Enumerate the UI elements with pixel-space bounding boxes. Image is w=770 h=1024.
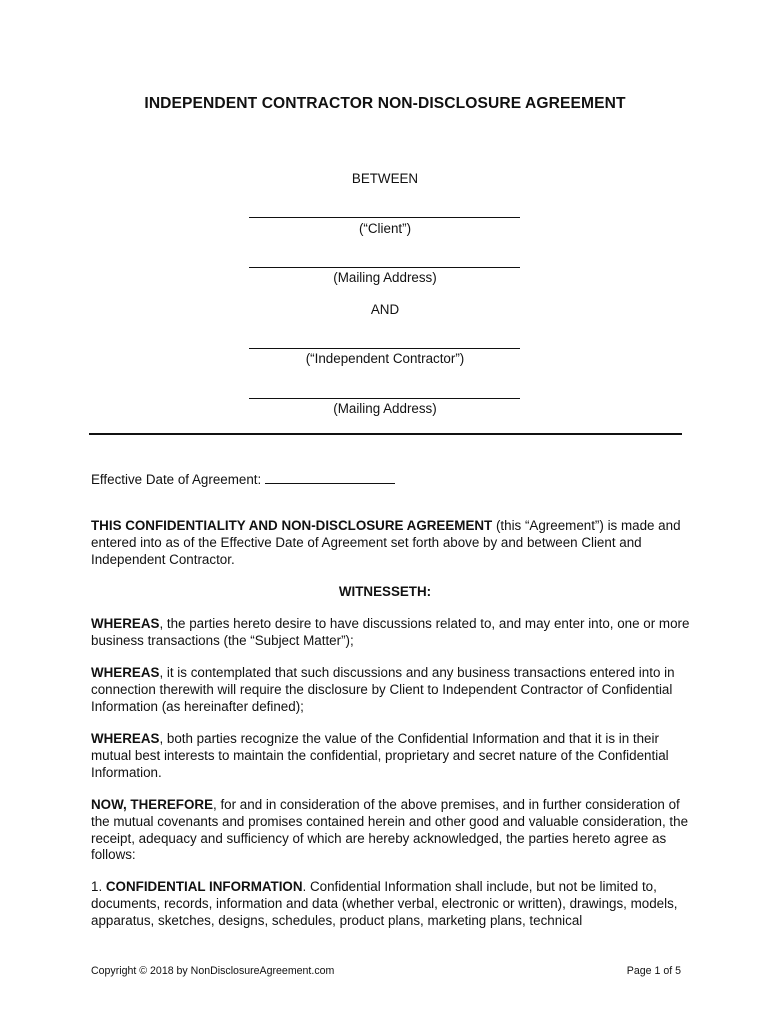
footer-copyright: Copyright © 2018 by NonDisclosureAgreement.com [91, 965, 335, 977]
whereas-2-text: , it is contemplated that such discussions and any business transactions entered into in connection therewith will require the disclosure by Client to Independent Contractor of Confidential Information (as hereinafter defined); [91, 665, 675, 714]
section-1-text: . Confidential Information shall include, but not be limited to, documents, records, information and data (whether verbal, electronic or written), drawings, models, apparatus, sketches, designs, schedules, product plans, marketing plans, technical [91, 879, 678, 928]
document-title: INDEPENDENT CONTRACTOR NON-DISCLOSURE AGREEMENT [144, 95, 626, 112]
whereas-paragraph-2 [91, 665, 691, 715]
whereas-1-text: , the parties hereto desire to have discussions related to, and may enter into, one or more business transactions (the “Subject Matter”); [91, 616, 690, 648]
client-address-label: (Mailing Address) [333, 270, 437, 285]
section-1-paragraph [91, 879, 691, 929]
section-1-heading: CONFIDENTIAL INFORMATION [105, 879, 303, 894]
effective-date-row [91, 469, 691, 489]
contractor-address-line[interactable] [249, 398, 520, 399]
effective-date-field[interactable] [265, 469, 395, 484]
effective-date-label: Effective Date of Agreement: [91, 472, 262, 487]
client-label: (“Client”) [358, 221, 412, 236]
intro-text: (this “Agreement”) is made and entered into as of the Effective Date of Agreement set forth above by and between Client and Independent Contractor. [91, 518, 681, 567]
section-1-number: 1. [91, 879, 106, 894]
whereas-paragraph-3 [91, 731, 691, 781]
between-label: BETWEEN [351, 171, 419, 186]
whereas-3-text: , both parties recognize the value of the Confidential Information and that it is in their mutual best interests to maintain the confidential, proprietary and secret nature of the Confidential Information. [91, 731, 669, 780]
now-therefore-paragraph [91, 797, 691, 864]
contractor-label: (“Independent Contractor”) [305, 351, 465, 366]
intro-paragraph [91, 518, 691, 568]
now-therefore-keyword: NOW, THEREFORE [91, 797, 214, 812]
whereas-paragraph-1 [91, 616, 691, 650]
and-label: AND [370, 302, 400, 317]
client-address-line[interactable] [249, 267, 520, 268]
whereas-2-keyword: WHEREAS [91, 665, 160, 680]
intro-heading: THIS CONFIDENTIALITY AND NON-DISCLOSURE AGREEMENT [91, 518, 493, 533]
contractor-name-line[interactable] [249, 348, 520, 349]
whereas-3-keyword: WHEREAS [91, 731, 160, 746]
client-name-line[interactable] [249, 217, 520, 218]
witnesseth-heading: WITNESSETH: [338, 584, 432, 599]
whereas-1-keyword: WHEREAS [91, 616, 160, 631]
now-therefore-text: , for and in consideration of the above premises, and in further consideration of the mutual covenants and promises contained herein and other good and valuable consideration, the receipt, adequacy and sufficiency of which are hereby acknowledged, the parties hereto agree as follows: [91, 797, 689, 863]
contractor-address-label: (Mailing Address) [333, 401, 437, 416]
footer-page-number: Page 1 of 5 [626, 965, 681, 977]
section-divider [89, 433, 682, 435]
